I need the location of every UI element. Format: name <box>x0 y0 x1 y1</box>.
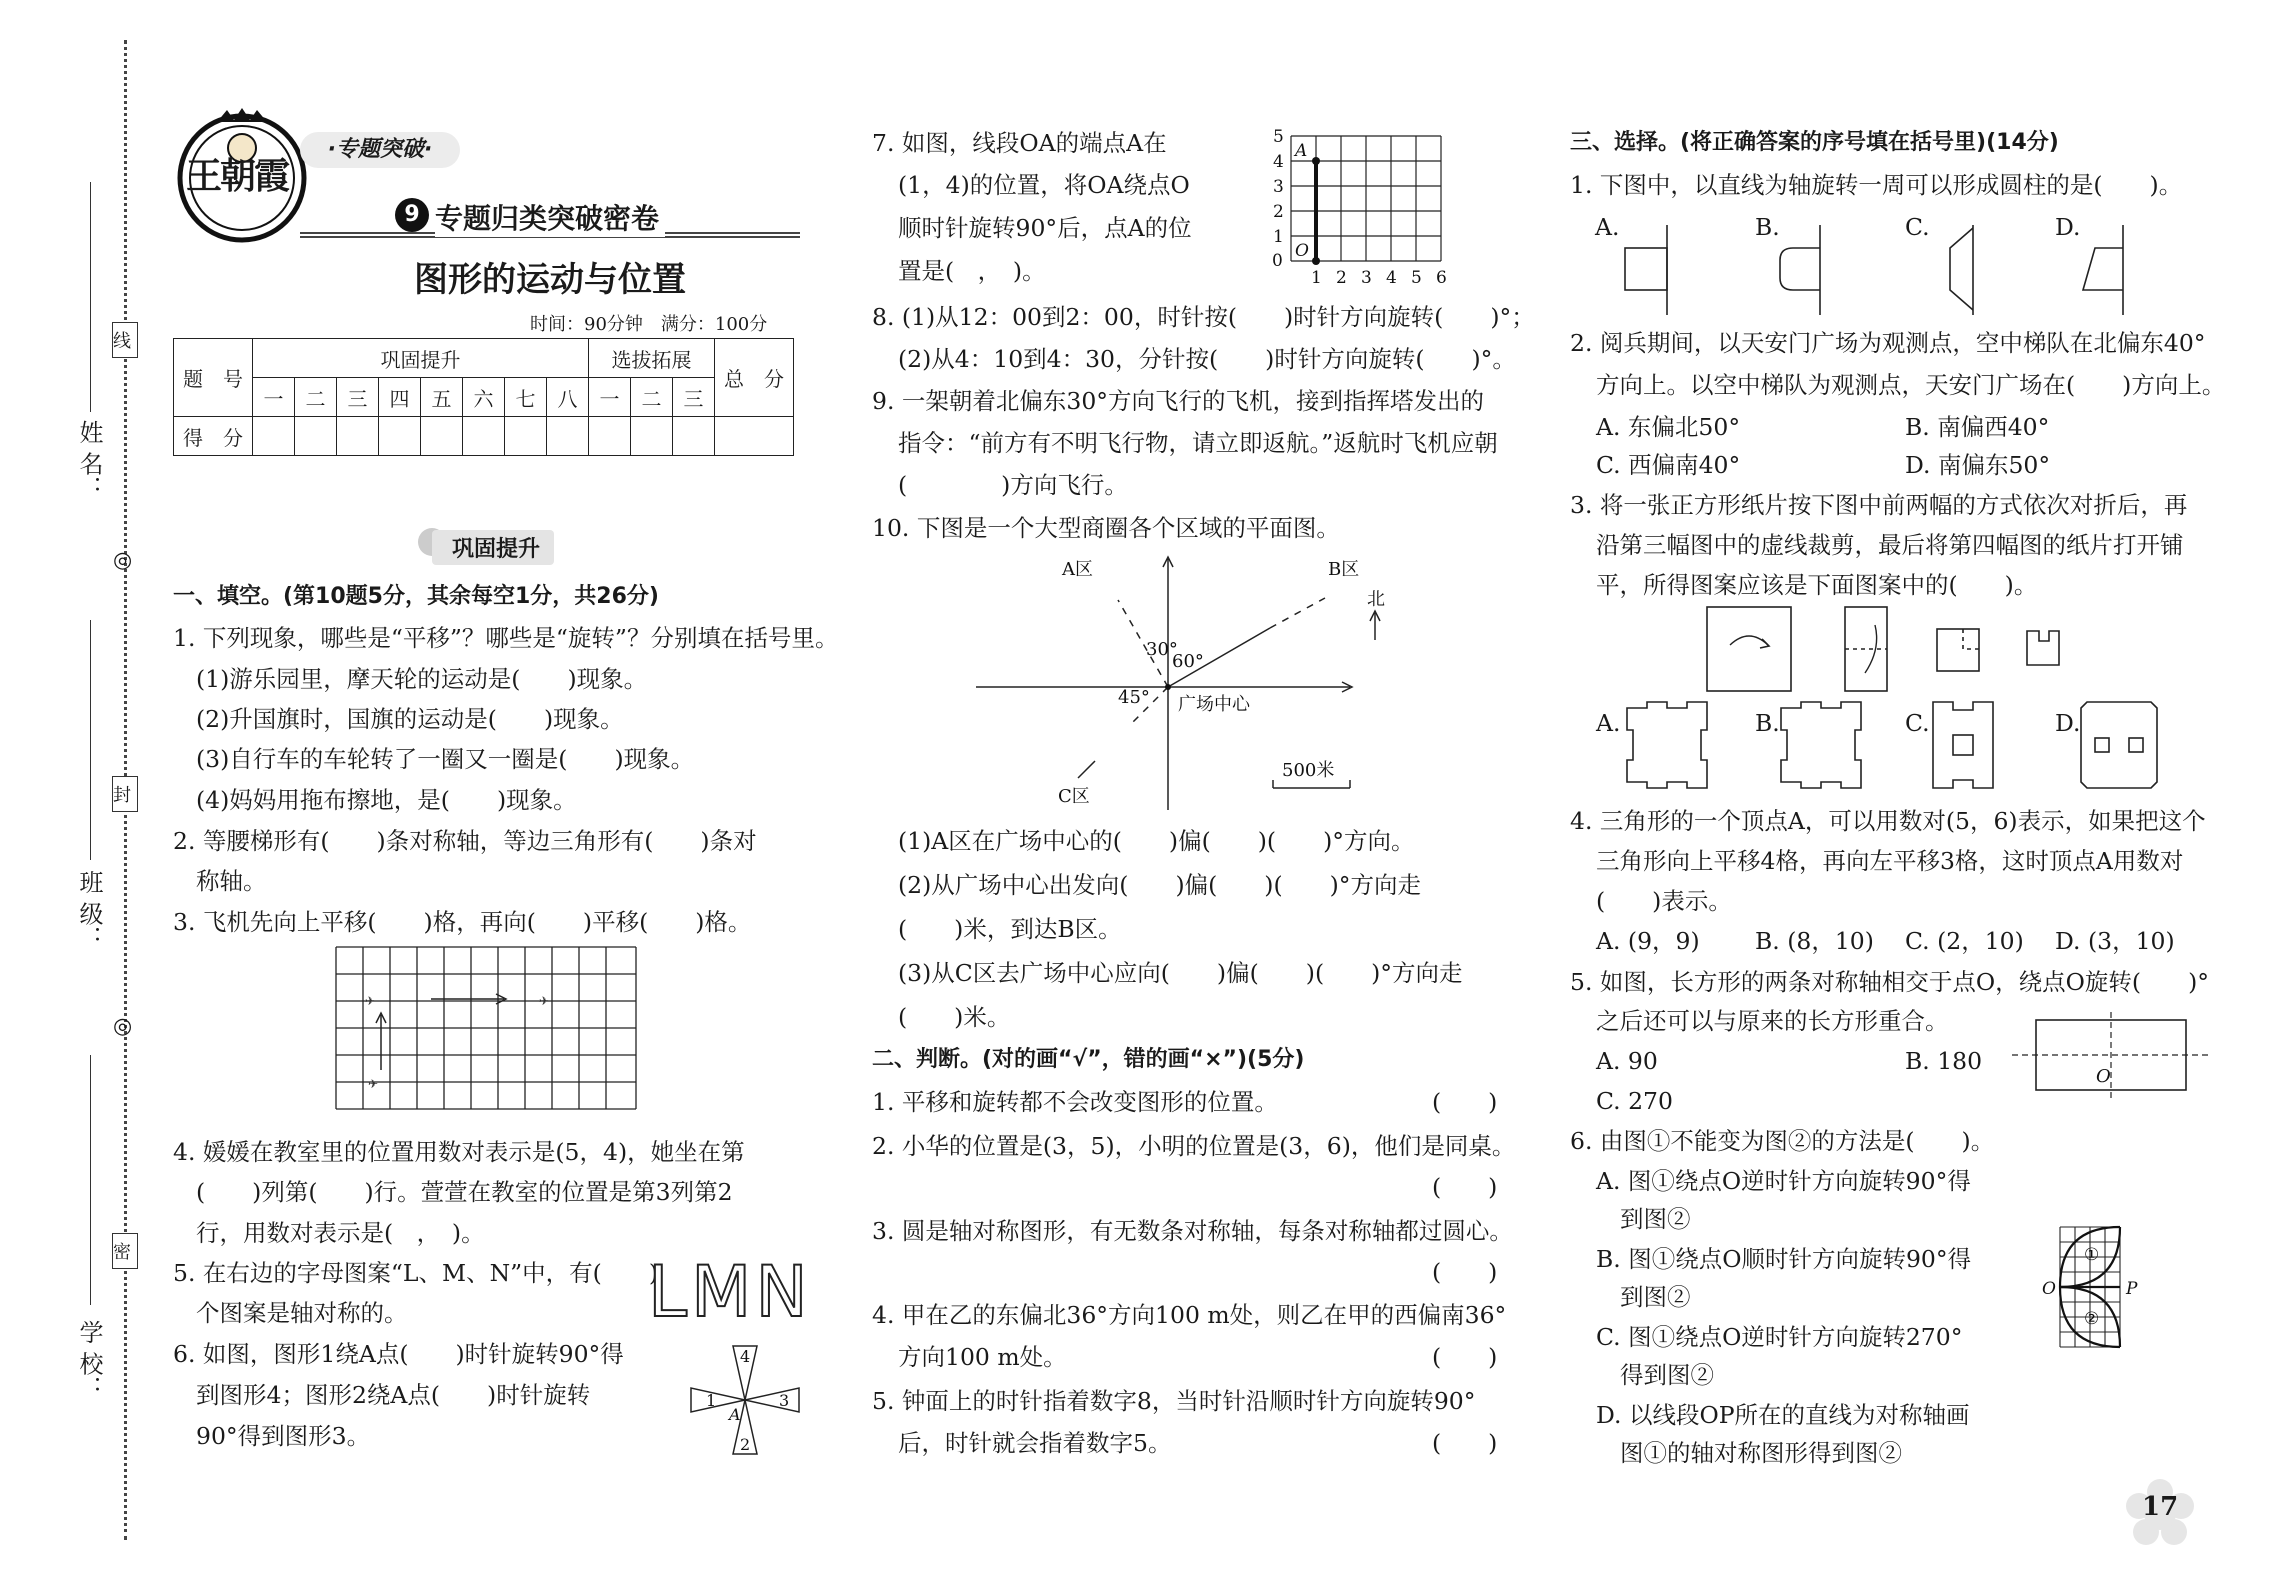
score-cell[interactable] <box>547 417 589 456</box>
name-line <box>90 182 91 412</box>
q3-grid <box>334 945 640 1115</box>
c3-q4c: ( )表示。 <box>1596 887 1732 915</box>
q6-fig-2: ② <box>2084 1309 2100 1329</box>
score-num: 六 <box>463 378 505 417</box>
q1-6b: 到图形4；图形2绕A点( )时针旋转 <box>196 1381 591 1409</box>
q10-2b: ( )米，到达B区。 <box>898 915 1122 943</box>
q3-opt-A: A. <box>1596 709 1621 737</box>
q6-B2: 到图② <box>1620 1283 1691 1311</box>
q1-1b: (2)升国旗时，国旗的运动是( )现象。 <box>196 705 624 733</box>
q1-1: 1. 下列现象，哪些是“平移”？哪些是“旋转”？分别填在括号里。 <box>173 624 839 652</box>
q7-b: (1，4)的位置，将OA绕点O <box>898 171 1190 199</box>
q4-C: C. (2，10) <box>1905 927 2024 955</box>
q1-6c: 90°得到图形3。 <box>196 1422 371 1450</box>
pin-label-1: 1 <box>706 1391 717 1410</box>
q8-a: 8. (1)从12：00到2：00，时针按( )时针方向旋转( )°； <box>872 303 1535 331</box>
score-cell[interactable] <box>463 417 505 456</box>
grid7-xtick: 6 <box>1436 268 1447 288</box>
judge-2-paren[interactable]: ( ) <box>1432 1173 1498 1201</box>
q3-opt-D: D. <box>2055 709 2081 737</box>
name-label: 姓 名： <box>75 420 103 500</box>
grid7-xtick: 1 <box>1311 268 1322 288</box>
series-number: 9 <box>395 198 429 232</box>
score-cell[interactable] <box>295 417 337 456</box>
c3-q3: 3. 将一张正方形纸片按下图中前两幅的方式依次对折后，再 <box>1570 491 2188 519</box>
score-num: 七 <box>505 378 547 417</box>
grid7-label-A: A <box>1295 141 1308 161</box>
q10-3: (3)从C区去广场中心应向( )偏( )( )°方向走 <box>898 959 1463 987</box>
judge-4-paren[interactable]: ( ) <box>1432 1343 1498 1371</box>
svg-text:✈: ✈ <box>368 1077 379 1091</box>
c3-q2b: 方向上。以空中梯队为观测点，天安门广场在( )方向上。 <box>1596 371 2226 399</box>
binding-ornament-icon: ◎ <box>113 548 133 573</box>
q7-a: 7. 如图，线段OA的端点A在 <box>872 129 1167 157</box>
q5-A: A. 90 <box>1596 1047 1658 1075</box>
q6-D: D. 以线段OP所在的直线为对称轴画 <box>1596 1401 1970 1429</box>
q9-c: ( )方向飞行。 <box>898 471 1128 499</box>
mark-seal2: 密 <box>112 1233 138 1269</box>
judge-5b: 后，时针就会指着数字5。 <box>898 1429 1172 1457</box>
brand-name: 王朝霞 <box>186 155 289 197</box>
q5-B: B. 180 <box>1905 1047 1983 1075</box>
q1-opt-A: A. <box>1595 213 1620 241</box>
score-cell[interactable] <box>379 417 421 456</box>
score-num: 一 <box>589 378 631 417</box>
score-num: 四 <box>379 378 421 417</box>
map-scale: 500米 <box>1282 760 1335 781</box>
score-num: 五 <box>421 378 463 417</box>
q5-rectangle <box>2010 1010 2210 1100</box>
mark-seal: 封 <box>112 776 138 812</box>
judge-1-paren[interactable]: ( ) <box>1432 1088 1498 1116</box>
q1-shapes <box>1615 220 2175 320</box>
score-cell[interactable] <box>505 417 547 456</box>
score-num: 八 <box>547 378 589 417</box>
pin-label-A: A <box>729 1405 741 1424</box>
c3-q2: 2. 阅兵期间，以天安门广场为观测点，空中梯队在北偏东40° <box>1570 329 2206 357</box>
q6-A: A. 图①绕点O逆时针方向旋转90°得 <box>1596 1167 1971 1195</box>
grid7-xtick: 5 <box>1411 268 1422 288</box>
score-cell[interactable] <box>715 417 794 456</box>
q10-3b: ( )米。 <box>898 1003 1011 1031</box>
judge-4: 4. 甲在乙的东偏北36°方向100 m处，则乙在甲的西偏南36° <box>872 1301 1507 1329</box>
score-cell[interactable] <box>589 417 631 456</box>
page-number: 17 <box>2142 1492 2179 1522</box>
svg-text:✈: ✈ <box>539 994 550 1008</box>
q6-figure <box>2030 1222 2150 1372</box>
judge-5: 5. 钟面上的时针指着数字8，当时针沿顺时针方向旋转90° <box>872 1387 1476 1415</box>
q7-c: 顺时针旋转90°后，点A的位 <box>898 214 1192 242</box>
judge-2: 2. 小华的位置是(3，5)，小明的位置是(3，6)，他们是同桌。 <box>872 1132 1516 1160</box>
topic-badge: ·专题突破· <box>300 132 460 168</box>
q1-opt-D: D. <box>2055 213 2081 241</box>
binding-ornament-icon: ◎ <box>113 1014 133 1039</box>
score-row-label: 得 分 <box>174 417 253 456</box>
school-line <box>90 1055 91 1305</box>
q10-2: (2)从广场中心出发向( )偏( )( )°方向走 <box>898 871 1422 899</box>
pin-label-3: 3 <box>779 1391 790 1410</box>
score-cell[interactable] <box>253 417 295 456</box>
judge-3: 3. 圆是轴对称图形，有无数条对称轴，每条对称轴都过圆心。 <box>872 1217 1513 1245</box>
score-num: 三 <box>673 378 715 417</box>
map-center: 广场中心 <box>1178 694 1250 715</box>
q6-label-O: O <box>2042 1279 2056 1299</box>
q4-D: D. (3，10) <box>2055 927 2175 955</box>
grid7-ytick: 1 <box>1273 227 1284 247</box>
svg-text:✈: ✈ <box>365 994 376 1008</box>
q2-D: D. 南偏东50° <box>1905 451 2051 479</box>
score-group1: 巩固提升 <box>253 339 589 378</box>
q7-grid <box>1265 128 1455 288</box>
map-label-C: C区 <box>1058 786 1090 807</box>
score-num: 一 <box>253 378 295 417</box>
q3-opt-C: C. <box>1905 709 1930 737</box>
class-label: 班 级： <box>75 870 103 950</box>
q6-A2: 到图② <box>1620 1205 1691 1233</box>
score-num: 二 <box>631 378 673 417</box>
q9-a: 9. 一架朝着北偏东30°方向飞行的飞机，接到指挥塔发出的 <box>872 387 1485 415</box>
q1-5: 5. 在右边的字母图案“L、M、N”中，有( ) <box>173 1259 658 1287</box>
q1-5b: 个图案是轴对称的。 <box>196 1299 408 1327</box>
score-cell[interactable] <box>673 417 715 456</box>
grid7-xtick: 3 <box>1361 268 1372 288</box>
q7-d: 置是( ， )。 <box>898 257 1046 285</box>
q6-D2: 图①的轴对称图形得到图② <box>1620 1439 1902 1467</box>
q1-2: 2. 等腰梯形有( )条对称轴，等边三角形有( )条对 <box>173 827 757 855</box>
map-label-B: B区 <box>1328 559 1360 580</box>
map-angle-60: 60° <box>1172 651 1204 672</box>
q4-B: B. (8，10) <box>1755 927 1874 955</box>
grid7-ytick: 5 <box>1273 128 1284 147</box>
q1-4b: ( )列第( )行。萱萱在教室的位置是第3列第2 <box>196 1178 733 1206</box>
grid7-ytick: 3 <box>1273 177 1284 197</box>
q10-1: (1)A区在广场中心的( )偏( )( )°方向。 <box>898 827 1415 855</box>
q1-4: 4. 媛媛在教室里的位置用数对表示是(5，4)，她坐在第 <box>173 1138 745 1166</box>
grid7-ytick: 2 <box>1273 202 1284 222</box>
q6-B: B. 图①绕点O顺时针方向旋转90°得 <box>1596 1245 1972 1273</box>
c3-q4b: 三角形向上平移4格，再向左平移3格，这时顶点A用数对 <box>1596 847 2184 875</box>
pin-label-2: 2 <box>740 1435 751 1454</box>
c3-q3c: 平，所得图案应该是下面图案中的( )。 <box>1596 571 2038 599</box>
q1-opt-B: B. <box>1755 213 1780 241</box>
q6-label-P: P <box>2126 1279 2138 1299</box>
school-label: 学 校： <box>75 1320 103 1400</box>
q3-folding-steps <box>1705 605 2105 695</box>
score-num: 二 <box>295 378 337 417</box>
q1-2b: 称轴。 <box>196 867 267 895</box>
grid7-xtick: 2 <box>1336 268 1347 288</box>
q6-C2: 得到图② <box>1620 1361 1714 1389</box>
q1-1d: (4)妈妈用拖布擦地，是( )现象。 <box>196 786 577 814</box>
map-angle-45: 45° <box>1118 687 1150 708</box>
part1-heading: 一、填空。(第10题5分，其余每空1分，共26分) <box>173 584 659 609</box>
c3-q3b: 沿第三幅图中的虚线裁剪，最后将第四幅图的纸片打开铺 <box>1596 531 2184 559</box>
q8-b: (2)从4：10到4：30，分针按( )时针方向旋转( )°。 <box>898 345 1516 373</box>
q1-3: 3. 飞机先向上平移( )格，再向( )平移( )格。 <box>173 908 752 936</box>
score-cell[interactable] <box>421 417 463 456</box>
score-total: 总 分 <box>715 339 794 417</box>
c3-q4: 4. 三角形的一个顶点A，可以用数对(5，6)表示，如果把这个 <box>1570 807 2206 835</box>
grid7-xtick: 4 <box>1386 268 1397 288</box>
series-title: 专题归类突破密卷 <box>435 197 665 237</box>
score-cell[interactable] <box>631 417 673 456</box>
q9-b: 指令：“前方有不明飞行物，请立即返航。”返航时飞机应朝 <box>898 429 1498 457</box>
q4-A: A. (9，9) <box>1596 927 1700 955</box>
q2-C: C. 西偏南40° <box>1596 451 1741 479</box>
page-title: 图形的运动与位置 <box>414 260 686 300</box>
judge-5-paren[interactable]: ( ) <box>1432 1429 1498 1457</box>
grid7-label-O: O <box>1295 241 1309 261</box>
c3-q5b: 之后还可以与原来的长方形重合。 <box>1596 1007 1949 1035</box>
q5-C: C. 270 <box>1596 1087 1673 1115</box>
pin-label-4: 4 <box>740 1347 751 1366</box>
q3-opt-B: B. <box>1755 709 1780 737</box>
c3-q5: 5. 如图，长方形的两条对称轴相交于点O，绕点O旋转( )° <box>1570 968 2210 996</box>
grid7-ytick: 4 <box>1273 152 1284 172</box>
score-table <box>173 338 794 456</box>
judge-4b: 方向100 m处。 <box>898 1343 1067 1371</box>
mark-line: 线 <box>112 322 138 358</box>
lmn-letters: LMN <box>648 1251 812 1333</box>
q3-option-shapes <box>1625 700 2165 800</box>
judge-1: 1. 平移和旋转都不会改变图形的位置。 <box>872 1088 1278 1116</box>
map-angle-30: 30° <box>1146 639 1178 660</box>
part2-heading: 二、判断。(对的画“√”，错的画“×”)(5分) <box>872 1047 1305 1072</box>
c3-q1: 1. 下图中，以直线为轴旋转一周可以形成圆柱的是( )。 <box>1570 171 2183 199</box>
judge-3-paren[interactable]: ( ) <box>1432 1258 1498 1286</box>
q6-fig-1: ① <box>2084 1245 2100 1265</box>
q1-4c: 行，用数对表示是( ， )。 <box>196 1219 485 1247</box>
c3-q6: 6. 由图①不能变为图②的方法是( )。 <box>1570 1127 1995 1155</box>
map-label-A: A区 <box>1062 559 1093 580</box>
pinwheel-figure <box>685 1340 805 1460</box>
q10-map <box>970 555 1390 815</box>
score-num: 三 <box>337 378 379 417</box>
score-col-topic: 题 号 <box>174 339 253 417</box>
q1-1a: (1)游乐园里，摩天轮的运动是( )现象。 <box>196 665 648 693</box>
q2-B: B. 南偏西40° <box>1905 413 2050 441</box>
time-info: 时间：90分钟 满分：100分 <box>530 314 768 335</box>
map-north: 北 <box>1367 589 1385 610</box>
grid7-origin: 0 <box>1272 251 1283 271</box>
q5-label-O: O <box>2096 1066 2111 1087</box>
q6-C: C. 图①绕点O逆时针方向旋转270° <box>1596 1323 1963 1351</box>
q1-1c: (3)自行车的车轮转了一圈又一圈是( )现象。 <box>196 745 695 773</box>
score-group2: 选拔拓展 <box>589 339 715 378</box>
score-cell[interactable] <box>337 417 379 456</box>
q10: 10. 下图是一个大型商圈各个区域的平面图。 <box>872 514 1340 542</box>
q1-6: 6. 如图，图形1绕A点( )时针旋转90°得 <box>173 1340 624 1368</box>
class-line <box>90 620 91 860</box>
section-tag: 巩固提升 <box>432 530 554 565</box>
part3-heading: 三、选择。(将正确答案的序号填在括号里)(14分) <box>1570 130 2059 155</box>
q1-opt-C: C. <box>1905 213 1930 241</box>
q2-A: A. 东偏北50° <box>1596 413 1741 441</box>
